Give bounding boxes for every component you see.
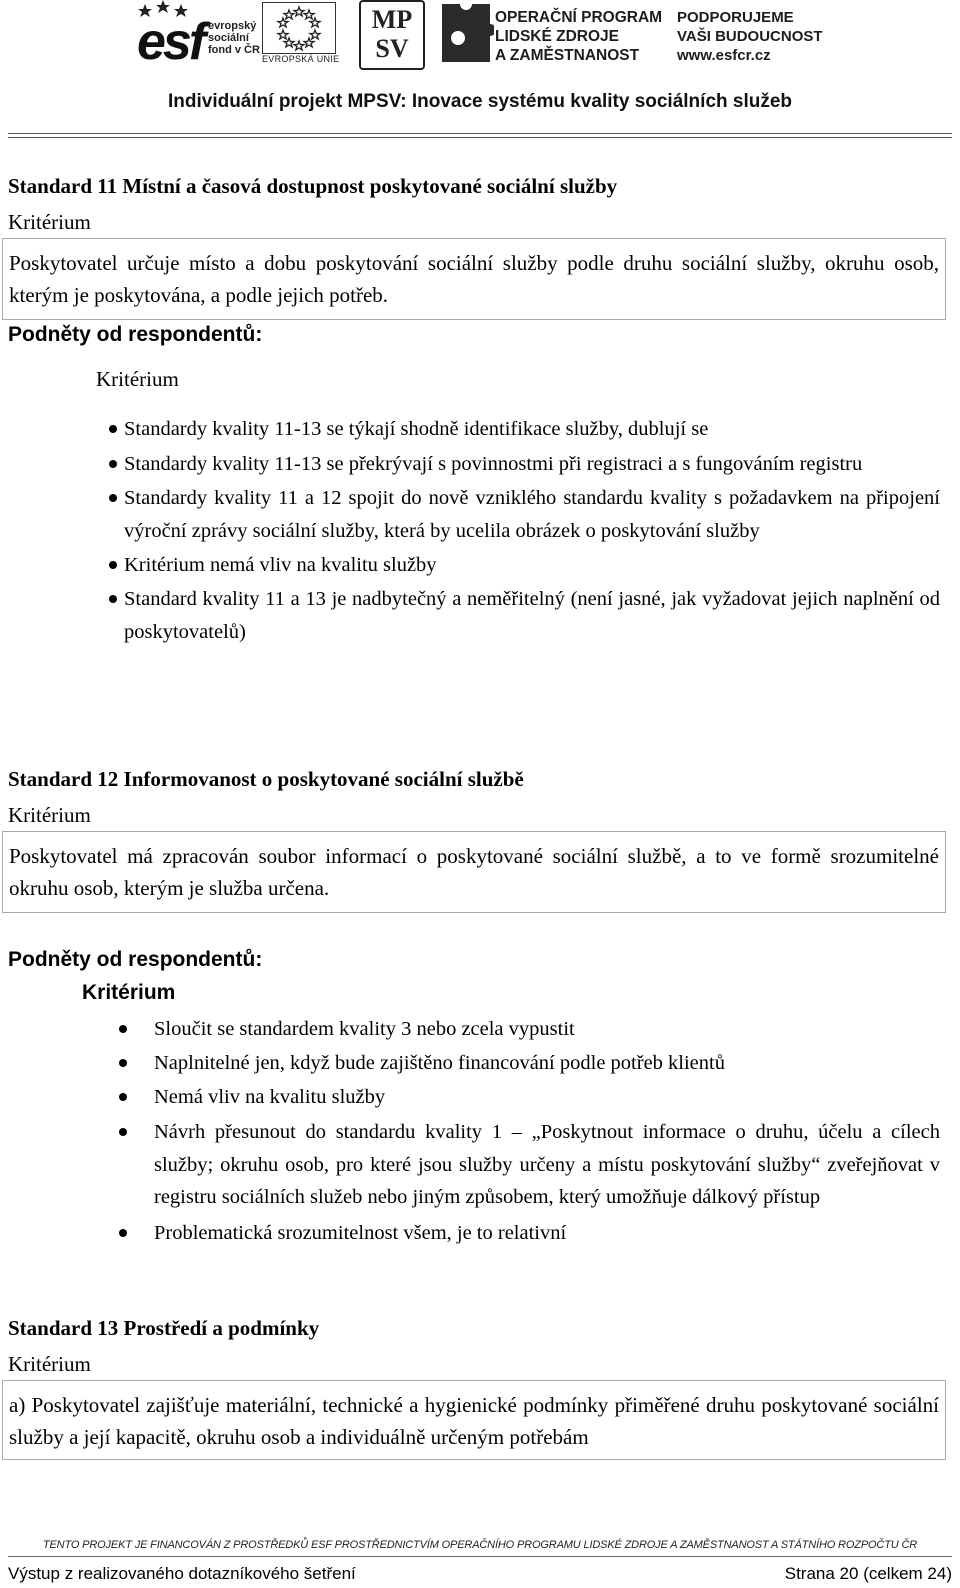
standard-13-criterion-label: Kritérium [8, 1352, 91, 1376]
footer-divider [8, 1556, 952, 1557]
standard-12-list [154, 1014, 940, 1248]
standard-11-respondents-label: Podněty od respondentů: [8, 323, 263, 346]
eu-flag-icon [262, 2, 336, 54]
support-logo-text: PODPORUJEME VAŠI BUDOUCNOST www.esfcr.cz [677, 9, 823, 64]
standard-11-list [124, 414, 940, 649]
puzzle-logo-icon [438, 2, 494, 64]
list-item: Standardy kvality 11 a 12 spojit do nově vzniklého standardu kvality s požadavkem na připojení výroční zprávy sociální služby, která by ucelila obrázek o poskytování služby [124, 482, 940, 548]
standard-11-criterion-label: Kritérium [8, 210, 91, 234]
list-item: Problematická srozumitelnost všem, je to relativní [154, 1218, 940, 1248]
page-number: Strana 20 (celkem 24) [784, 1564, 952, 1583]
bullet-icon [119, 1059, 127, 1067]
mpsv-logo [359, 0, 425, 70]
bullet-icon [119, 1025, 127, 1033]
bullet-icon [109, 595, 117, 603]
list-item: Kritérium nemá vliv na kvalitu služby [124, 549, 940, 581]
esf-logo-text: esf [137, 13, 204, 71]
funding-note: TENTO PROJEKT JE FINANCOVÁN Z PROSTŘEDKŮ ESF PROSTŘEDNICTVÍM OPERAČNÍHO PROGRAMU LIDSKÉ ZDROJE A ZAMĚSTNANOST A STÁTNÍHO ROZPOČTU ČR [42, 1539, 918, 1551]
standard-13-criterion-text: a) Poskytovatel zajišťuje materiální, technické a hygienické podmínky přiměřené druhu poskytované sociální služby a její kapacitě, okruhu osob a individuálně určeným potřebám [9, 1393, 939, 1449]
footer-document-title: Výstup z realizovaného dotazníkového šetření [8, 1564, 356, 1583]
standard-11-heading: Standard 11 Místní a časová dostupnost poskytované sociální služby [8, 174, 618, 198]
list-item: Standardy kvality 11-13 se překrývají s povinnostmi při registraci a s fungováním registru [124, 448, 940, 480]
bullet-icon [109, 460, 117, 468]
bullet-icon [119, 1128, 127, 1136]
bullet-icon [109, 561, 117, 569]
bullet-icon [109, 425, 117, 433]
standard-12-criterion-label: Kritérium [8, 803, 91, 827]
list-item: Standard kvality 11 a 13 je nadbytečný a neměřitelný (není jasné, jak vyžadovat jejich naplnění od poskytovatelů) [124, 583, 940, 649]
list-item: Standardy kvality 11-13 se týkají shodně identifikace služby, dublují se [124, 414, 940, 444]
bullet-icon [119, 1093, 127, 1101]
project-title: Individuální projekt MPSV: Inovace systému kvality sociálních služeb [167, 91, 793, 112]
standard-13-heading: Standard 13 Prostředí a podmínky [8, 1316, 320, 1340]
list-item: Návrh přesunout do standardu kvality 1 – „Poskytnout informace o druhu, účelu a cílech služby; okruhu osob, pro které jsou služby určeny a místu poskytování služby“ zveřejňovat v registru sociálních služeb nebo jiným způsobem, který umožňuje dálkový přístup [154, 1116, 940, 1214]
header-divider [8, 133, 952, 138]
standard-12-respondents-label: Podněty od respondentů: [8, 948, 263, 971]
standard-12-criterion-box [2, 831, 946, 913]
standard-12-heading: Standard 12 Informovanost o poskytované sociální službě [8, 767, 524, 791]
standard-11-sub-label: Kritérium [96, 367, 179, 391]
eu-label: EVROPSKÁ UNIE [262, 54, 340, 64]
bullet-icon [109, 494, 117, 502]
list-item: Sloučit se standardem kvality 3 nebo zcela vypustit [154, 1014, 940, 1044]
esf-logo-subtext: evropský sociální fond v ČR [208, 20, 260, 56]
standard-12-sub-label: Kritérium [82, 981, 176, 1004]
bullet-icon [119, 1229, 127, 1237]
list-item: Naplnitelné jen, když bude zajištěno financování podle potřeb klientů [154, 1048, 940, 1078]
list-item: Nemá vliv na kvalitu služby [154, 1082, 940, 1112]
standard-13-criterion-box [2, 1380, 946, 1460]
standard-11-criterion-box [2, 238, 946, 320]
standard-11-criterion-text: Poskytovatel určuje místo a dobu poskytování sociální služby podle druhu sociální služby, okruhu osob, kterým je poskytována, a podle jejich potřeb. [9, 251, 939, 307]
mpsv-logo-text: MP SV [371, 5, 413, 63]
standard-12-criterion-text: Poskytovatel má zpracován soubor informací o poskytované sociální službě, a to ve formě srozumitelné okruhu osob, kterým je služba určena. [9, 844, 939, 900]
op-logo-text: OPERAČNÍ PROGRAM LIDSKÉ ZDROJE A ZAMĚSTNANOST [495, 9, 663, 64]
